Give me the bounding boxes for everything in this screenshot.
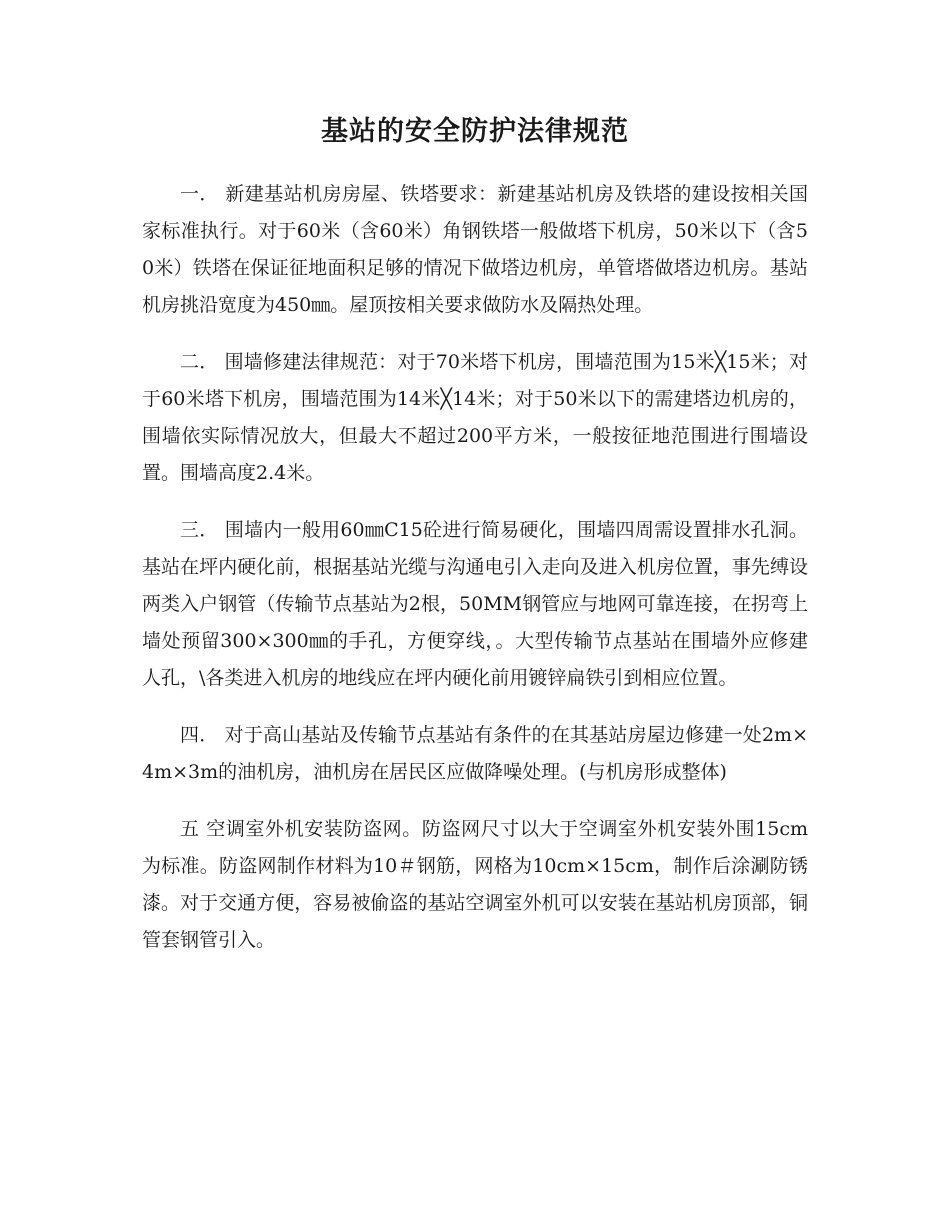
paragraph-1: 一． 新建基站机房房屋、铁塔要求：新建基站机房及铁塔的建设按相关国家标准执行。对于60米（含60米）角钢铁塔一般做塔下机房，50米以下（含50米）铁塔在保证征地面积足够的情况下做塔边机房，单管塔做塔边机房。基站机房挑沿宽度为450㎜。屋顶按相关要求做防水及隔热处理。 xyxy=(142,183,808,316)
document-title: 基站的安全防护法律规范 xyxy=(321,116,629,147)
paragraph-5: 五 空调室外机安装防盗网。防盗网尺寸以大于空调室外机安装外围15cm为标准。防盗网制作材料为10＃钢筋，网格为10cm×15cm，制作后涂涮防锈漆。对于交通方便，容易被偷盗的基站空调室外机可以安装在基站机房顶部，铜管套钢管引入。 xyxy=(142,818,808,951)
paragraph-2: 二． 围墙修建法律规范：对于70米塔下机房，围墙范围为15米╳15米；对于60米塔下机房，围墙范围为14米╳14米；对于50米以下的需建塔边机房的，围墙依实际情况放大，但最大不超过200平方米，一般按征地范围进行围墙设置。围墙高度2.4米。 xyxy=(142,351,808,484)
document-page xyxy=(142,108,808,979)
paragraph-3: 三． 围墙内一般用60㎜C15砼进行简易硬化，围墙四周需设置排水孔洞。基站在坪内硬化前，根据基站光缆与沟通电引入走向及进入机房位置，事先缚设两类入户钢管（传输节点基站为2根，50MM钢管应与地网可靠连接，在拐弯上墙处预留300×300㎜的手孔，方便穿线，。大型传输节点基站在围墙外应修建人孔，\各类进入机房的地线应在坪内硬化前用镀锌扁铁引到相应位置。 xyxy=(142,519,808,689)
paragraph-4: 四． 对于高山基站及传输节点基站有条件的在其基站房屋边修建一处2m×4m×3m的油机房，油机房在居民区应做降噪处理。(与机房形成整体) xyxy=(142,724,808,783)
